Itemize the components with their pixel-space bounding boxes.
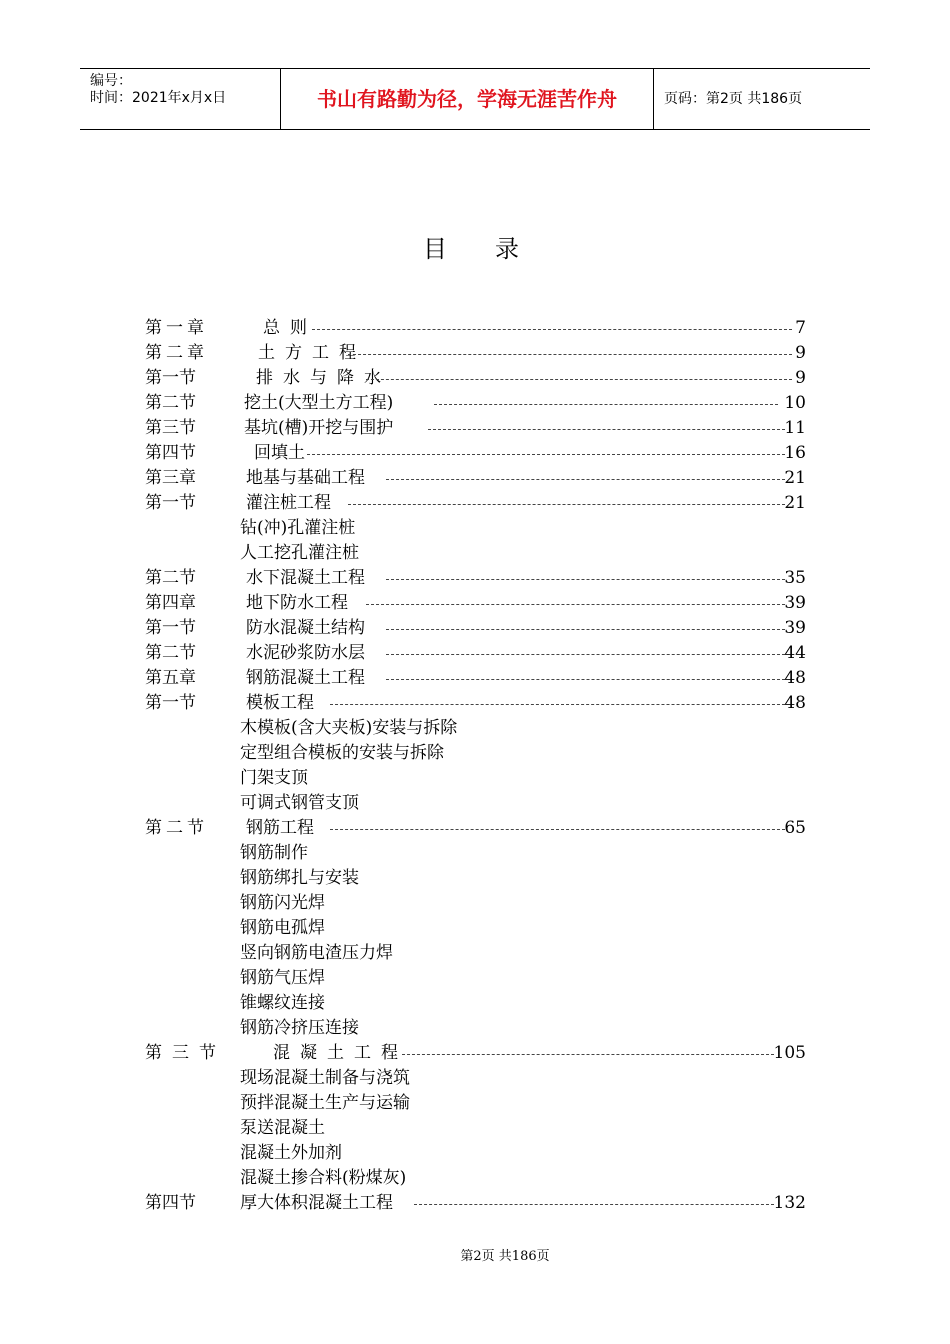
toc-sub-entry bbox=[0, 991, 950, 1016]
toc-entry-label: 第三节 bbox=[145, 1043, 226, 1063]
dot-leader bbox=[348, 354, 792, 355]
toc-sub-title: 门架支顶 bbox=[240, 768, 308, 788]
toc-sub-title: 竖向钢筋电渣压力焊 bbox=[240, 943, 393, 963]
toc-entry-title: 混凝土工程 bbox=[273, 1043, 408, 1063]
toc-sub-entry bbox=[0, 916, 950, 941]
toc-entry-page: 16 bbox=[784, 443, 806, 463]
number-label: 编号： bbox=[90, 73, 132, 89]
toc-sub-entry bbox=[0, 716, 950, 741]
toc-entry-label: 第一章 bbox=[145, 318, 208, 338]
toc-sub-title: 钢筋绑扎与安装 bbox=[240, 868, 359, 888]
toc-entry-title: 地基与基础工程 bbox=[246, 468, 365, 488]
toc-sub-title: 人工挖孔灌注桩 bbox=[240, 543, 359, 563]
toc-entry bbox=[0, 316, 950, 341]
toc-entry bbox=[0, 566, 950, 591]
toc-entry-page: 9 bbox=[795, 343, 806, 363]
toc-sub-title: 钢筋闪光焊 bbox=[240, 893, 325, 913]
toc-sub-entry bbox=[0, 1016, 950, 1041]
toc-entry-title: 挖土(大型土方工程) bbox=[244, 393, 394, 413]
toc-entry-title: 总则 bbox=[263, 318, 317, 338]
toc-entry bbox=[0, 1041, 950, 1066]
toc-sub-entry bbox=[0, 1166, 950, 1191]
toc-sub-title: 可调式钢管支顶 bbox=[240, 793, 359, 813]
toc-entry-page: 132 bbox=[773, 1193, 806, 1213]
toc-entry-title: 水下混凝土工程 bbox=[246, 568, 365, 588]
toc-sub-entry bbox=[0, 1091, 950, 1116]
toc-entry bbox=[0, 366, 950, 391]
toc-entry bbox=[0, 341, 950, 366]
toc-sub-entry bbox=[0, 541, 950, 566]
dot-leader bbox=[434, 404, 778, 405]
toc-sub-entry bbox=[0, 866, 950, 891]
toc-entry-label: 第一节 bbox=[145, 693, 196, 713]
toc-sub-title: 泵送混凝土 bbox=[240, 1118, 325, 1138]
toc-entry-label: 第四章 bbox=[145, 593, 196, 613]
dot-leader bbox=[386, 579, 785, 580]
toc-entry-title: 土方工程 bbox=[258, 343, 366, 363]
toc-entry bbox=[0, 416, 950, 441]
toc-entry-page: 9 bbox=[795, 368, 806, 388]
toc-sub-entry bbox=[0, 516, 950, 541]
document-header bbox=[80, 68, 870, 130]
toc-entry-page: 105 bbox=[773, 1043, 806, 1063]
toc-sub-title: 木模板(含大夹板)安装与拆除 bbox=[240, 718, 458, 738]
page-info: 页码：第2页 共186页 bbox=[664, 91, 803, 107]
toc-sub-title: 钢筋冷挤压连接 bbox=[240, 1018, 359, 1038]
toc-sub-entry bbox=[0, 841, 950, 866]
toc-sub-title: 钢筋制作 bbox=[240, 843, 308, 863]
page-footer: 第2页 共186页 bbox=[460, 1249, 550, 1264]
toc-entry-page: 21 bbox=[784, 493, 806, 513]
toc-entry-title: 防水混凝土结构 bbox=[246, 618, 365, 638]
toc-sub-entry bbox=[0, 741, 950, 766]
toc-entry-label: 第五章 bbox=[145, 668, 196, 688]
toc-entry-page: 48 bbox=[784, 668, 806, 688]
dot-leader bbox=[428, 429, 785, 430]
toc-entry bbox=[0, 441, 950, 466]
page-title: 目录 bbox=[423, 235, 567, 263]
toc-entry-title: 灌注桩工程 bbox=[246, 493, 331, 513]
dot-leader bbox=[307, 454, 785, 455]
toc-entry-label: 第二节 bbox=[145, 818, 208, 838]
toc-entry bbox=[0, 691, 950, 716]
toc-entry bbox=[0, 641, 950, 666]
dot-leader bbox=[330, 829, 785, 830]
toc-entry-title: 水泥砂浆防水层 bbox=[246, 643, 365, 663]
toc-entry-label: 第一节 bbox=[145, 368, 196, 388]
toc-entry-title: 回填土 bbox=[254, 443, 305, 463]
toc-entry-page: 65 bbox=[784, 818, 806, 838]
toc-sub-title: 锥螺纹连接 bbox=[240, 993, 325, 1013]
toc-entry-page: 39 bbox=[784, 618, 806, 638]
toc-sub-title: 定型组合模板的安装与拆除 bbox=[240, 743, 444, 763]
toc-entry bbox=[0, 666, 950, 691]
toc-sub-title: 钢筋气压焊 bbox=[240, 968, 325, 988]
toc-entry-page: 39 bbox=[784, 593, 806, 613]
toc-entry-label: 第一节 bbox=[145, 618, 196, 638]
toc-entry-title: 模板工程 bbox=[246, 693, 314, 713]
toc-sub-entry bbox=[0, 766, 950, 791]
dot-leader bbox=[386, 629, 785, 630]
toc-entry-page: 44 bbox=[784, 643, 806, 663]
toc-sub-entry bbox=[0, 1141, 950, 1166]
dot-leader bbox=[386, 679, 785, 680]
toc-entry-label: 第四节 bbox=[145, 443, 196, 463]
toc-entry-label: 第一节 bbox=[145, 493, 196, 513]
toc-sub-entry bbox=[0, 941, 950, 966]
toc-entry-page: 11 bbox=[784, 418, 806, 438]
toc-entry bbox=[0, 591, 950, 616]
toc-entry-title: 钢筋工程 bbox=[246, 818, 314, 838]
dot-leader bbox=[366, 604, 785, 605]
dot-leader bbox=[414, 1204, 774, 1205]
toc-entry-label: 第二节 bbox=[145, 393, 196, 413]
toc-entry-page: 21 bbox=[784, 468, 806, 488]
toc-sub-entry bbox=[0, 966, 950, 991]
toc-entry bbox=[0, 491, 950, 516]
toc-sub-entry bbox=[0, 791, 950, 816]
time-label: 时间：2021年x月x日 bbox=[90, 90, 227, 106]
toc-entry-page: 35 bbox=[784, 568, 806, 588]
motto: 书山有路勤为径，学海无涯苦作舟 bbox=[317, 87, 617, 111]
toc-entry-page: 48 bbox=[784, 693, 806, 713]
toc-entry-label: 第二节 bbox=[145, 643, 196, 663]
toc-entry-title: 钢筋混凝土工程 bbox=[246, 668, 365, 688]
toc-entry-label: 第二章 bbox=[145, 343, 208, 363]
toc-sub-entry bbox=[0, 891, 950, 916]
toc-entry bbox=[0, 1191, 950, 1216]
dot-leader bbox=[386, 654, 785, 655]
toc-entry-label: 第二节 bbox=[145, 568, 196, 588]
toc-entry-label: 第三节 bbox=[145, 418, 196, 438]
toc-entry-title: 地下防水工程 bbox=[246, 593, 348, 613]
toc-sub-entry bbox=[0, 1116, 950, 1141]
toc-entry-title: 厚大体积混凝土工程 bbox=[240, 1193, 393, 1213]
dot-leader bbox=[366, 379, 792, 380]
toc-entry-page: 7 bbox=[795, 318, 806, 338]
toc-entry bbox=[0, 616, 950, 641]
toc-sub-title: 混凝土外加剂 bbox=[240, 1143, 342, 1163]
toc-entry bbox=[0, 816, 950, 841]
toc-entry-page: 10 bbox=[784, 393, 806, 413]
toc-entry-title: 基坑(槽)开挖与围护 bbox=[244, 418, 394, 438]
toc-sub-title: 钻(冲)孔灌注桩 bbox=[240, 518, 356, 538]
toc-entry-title: 排水与降水 bbox=[256, 368, 391, 388]
header-meta-cell bbox=[80, 69, 281, 129]
dot-leader bbox=[386, 479, 785, 480]
toc-sub-title: 现场混凝土制备与浇筑 bbox=[240, 1068, 410, 1088]
toc-entry bbox=[0, 466, 950, 491]
toc-sub-title: 钢筋电孤焊 bbox=[240, 918, 325, 938]
dot-leader bbox=[312, 329, 792, 330]
toc-entry-label: 第三章 bbox=[145, 468, 196, 488]
header-page-cell bbox=[654, 69, 870, 129]
toc-sub-entry bbox=[0, 1066, 950, 1091]
toc-entry-label: 第四节 bbox=[145, 1193, 196, 1213]
dot-leader bbox=[402, 1054, 774, 1055]
toc-sub-title: 混凝土掺合料(粉煤灰) bbox=[240, 1168, 407, 1188]
toc-sub-title: 预拌混凝土生产与运输 bbox=[240, 1093, 410, 1113]
dot-leader bbox=[330, 704, 785, 705]
dot-leader bbox=[348, 504, 785, 505]
header-motto-cell bbox=[281, 69, 654, 129]
toc-entry bbox=[0, 391, 950, 416]
